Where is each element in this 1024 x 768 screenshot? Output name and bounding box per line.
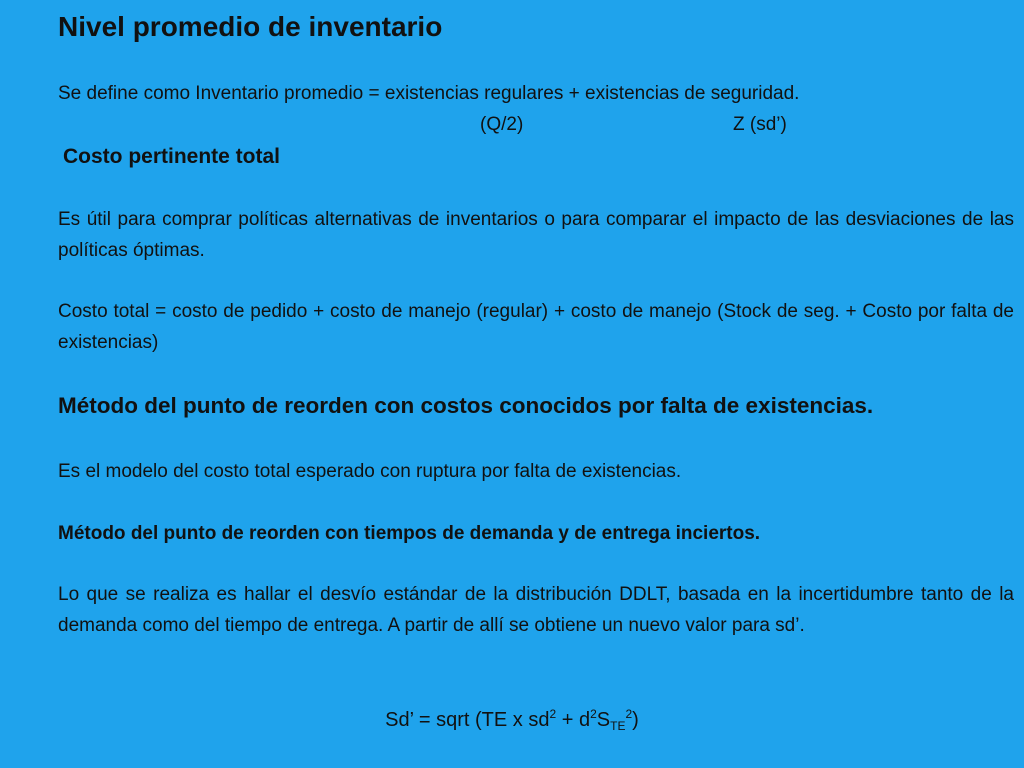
formula-exp-3: 2 <box>625 707 633 721</box>
uncertain-paragraph: Lo que se realiza es hallar el desvío estándar de la distribución DDLT, basada en la incertidumbre tanto de la demanda como del tiempo de entrega. A partir de allí se obtiene un nuevo valor para sd’. <box>58 584 1014 636</box>
heading-reorder-uncertain: Método del punto de reorden con tiempos de demanda y de entrega inciertos. <box>58 523 761 544</box>
formula-exp-2: 2 <box>590 707 597 721</box>
sd-formula <box>0 704 1024 736</box>
formula-s: S <box>596 709 611 731</box>
reorder-known-paragraph: Es el modelo del costo total esperado con ruptura por falta de existencias. <box>58 461 682 482</box>
cost-paragraph: Es útil para comprar políticas alternativas de inventarios o para comparar el impacto de las desviaciones de las políticas óptimas. <box>58 209 1014 261</box>
slide-title: Nivel promedio de inventario <box>58 11 443 42</box>
definition-sub-safety: Z (sd’) <box>733 114 787 135</box>
total-cost-paragraph: Costo total = costo de pedido + costo de manejo (regular) + costo de manejo (Stock de seg. + Costo por falta de existencias) <box>58 301 1014 353</box>
formula-exp-1: 2 <box>549 707 557 721</box>
formula-close: ) <box>632 709 639 731</box>
heading-cost: Costo pertinente total <box>63 145 281 168</box>
definition-text: Se define como Inventario promedio = existencias regulares + existencias de seguridad. <box>58 83 800 104</box>
heading-reorder-known: Método del punto de reorden con costos conocidos por falta de existencias. <box>58 393 874 418</box>
definition-sub-regular: (Q/2) <box>480 114 524 135</box>
formula-sub-te: TE <box>610 719 626 733</box>
formula-lhs: Sd’ = sqrt (TE x sd <box>385 709 550 731</box>
formula-mid: + d <box>556 709 591 731</box>
